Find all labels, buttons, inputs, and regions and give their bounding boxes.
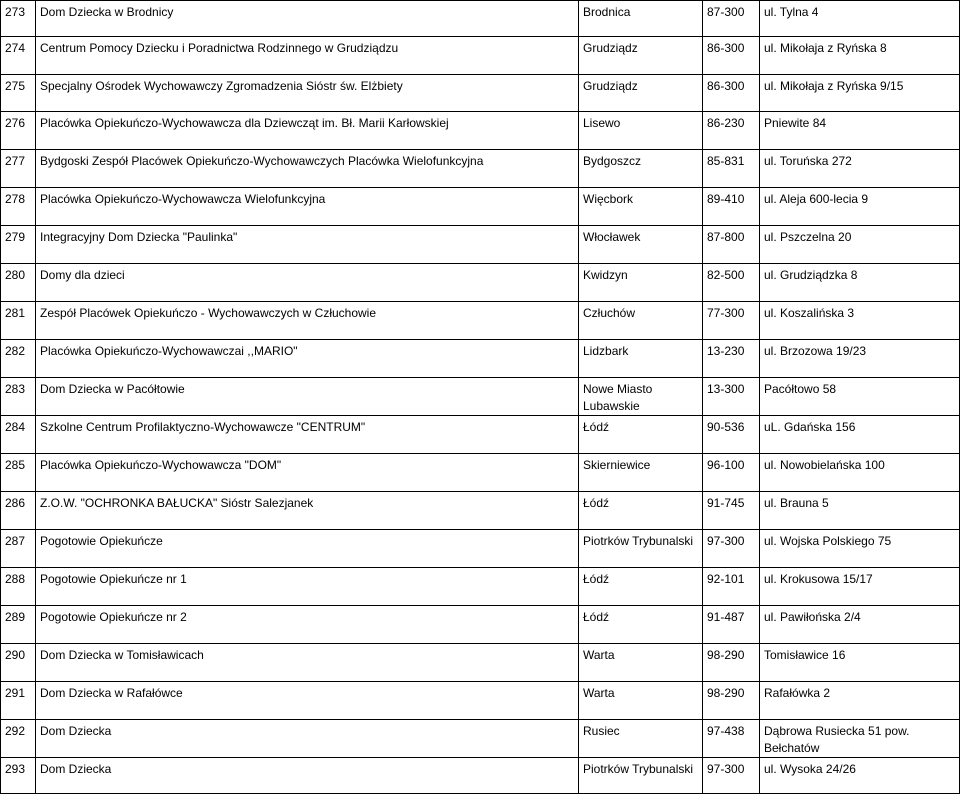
cell-number: 285 [1, 454, 36, 492]
table-row [1, 188, 960, 226]
cell-postal-code: 86-300 [703, 37, 760, 75]
cell-postal-code: 89-410 [703, 188, 760, 226]
table-row [1, 606, 960, 644]
cell-city: Łódź [579, 492, 703, 530]
table-row [1, 75, 960, 112]
cell-address: ul. Wojska Polskiego 75 [760, 530, 960, 568]
cell-city: Skierniewice [579, 454, 703, 492]
cell-institution-name: Integracyjny Dom Dziecka "Paulinka" [36, 226, 579, 264]
table-row [1, 530, 960, 568]
table-row [1, 454, 960, 492]
cell-postal-code: 98-290 [703, 682, 760, 720]
cell-institution-name: Pogotowie Opiekuńcze [36, 530, 579, 568]
cell-address: ul. Pawiłońska 2/4 [760, 606, 960, 644]
cell-institution-name: Dom Dziecka w Tomisławicach [36, 644, 579, 682]
cell-institution-name: Dom Dziecka w Pacółtowie [36, 378, 579, 416]
table-row [1, 644, 960, 682]
cell-number: 274 [1, 37, 36, 75]
table-row [1, 682, 960, 720]
cell-address: ul. Grudziądzka 8 [760, 264, 960, 302]
cell-city: Łódź [579, 606, 703, 644]
cell-postal-code: 91-487 [703, 606, 760, 644]
cell-postal-code: 13-230 [703, 340, 760, 378]
cell-number: 282 [1, 340, 36, 378]
cell-address: Tomisławice 16 [760, 644, 960, 682]
cell-city: Grudziądz [579, 37, 703, 75]
cell-address: Dąbrowa Rusiecka 51 pow. Bełchatów [760, 720, 960, 758]
cell-city: Warta [579, 682, 703, 720]
cell-number: 277 [1, 150, 36, 188]
cell-institution-name: Pogotowie Opiekuńcze nr 1 [36, 568, 579, 606]
cell-institution-name: Dom Dziecka w Brodnicy [36, 1, 579, 37]
cell-postal-code: 13-300 [703, 378, 760, 416]
cell-address: ul. Tylna 4 [760, 1, 960, 37]
cell-number: 288 [1, 568, 36, 606]
cell-number: 273 [1, 1, 36, 37]
cell-city: Piotrków Trybunalski [579, 530, 703, 568]
cell-address: ul. Brzozowa 19/23 [760, 340, 960, 378]
cell-number: 292 [1, 720, 36, 758]
cell-institution-name: Dom Dziecka w Rafałówce [36, 682, 579, 720]
cell-institution-name: Centrum Pomocy Dziecku i Poradnictwa Rodzinnego w Grudziądzu [36, 37, 579, 75]
cell-city: Bydgoszcz [579, 150, 703, 188]
cell-number: 275 [1, 75, 36, 112]
cell-city: Łódź [579, 416, 703, 454]
cell-postal-code: 91-745 [703, 492, 760, 530]
cell-postal-code: 82-500 [703, 264, 760, 302]
cell-postal-code: 85-831 [703, 150, 760, 188]
cell-number: 276 [1, 112, 36, 150]
cell-number: 289 [1, 606, 36, 644]
cell-institution-name: Placówka Opiekuńczo-Wychowawcza "DOM" [36, 454, 579, 492]
table-row [1, 416, 960, 454]
cell-postal-code: 97-300 [703, 530, 760, 568]
cell-address: ul. Mikołaja z Ryńska 8 [760, 37, 960, 75]
cell-address: ul. Aleja 600-lecia 9 [760, 188, 960, 226]
cell-number: 287 [1, 530, 36, 568]
table-row [1, 758, 960, 794]
cell-city: Człuchów [579, 302, 703, 340]
cell-city: Łódź [579, 568, 703, 606]
cell-address: ul. Wysoka 24/26 [760, 758, 960, 794]
cell-address: ul. Brauna 5 [760, 492, 960, 530]
cell-institution-name: Dom Dziecka [36, 720, 579, 758]
cell-address: Pniewite 84 [760, 112, 960, 150]
cell-city: Rusiec [579, 720, 703, 758]
cell-institution-name: Z.O.W. "OCHRONKA BAŁUCKA" Sióstr Salezjanek [36, 492, 579, 530]
table-row [1, 1, 960, 37]
cell-city: Lidzbark [579, 340, 703, 378]
cell-city: Grudziądz [579, 75, 703, 112]
cell-city: Brodnica [579, 1, 703, 37]
table-row [1, 150, 960, 188]
cell-city: Nowe Miasto Lubawskie [579, 378, 703, 416]
cell-address: ul. Pszczelna 20 [760, 226, 960, 264]
cell-postal-code: 77-300 [703, 302, 760, 340]
cell-address: ul. Krokusowa 15/17 [760, 568, 960, 606]
cell-address: Rafałówka 2 [760, 682, 960, 720]
cell-institution-name: Placówka Opiekuńczo-Wychowawcza dla Dziewcząt im. Bł. Marii Karłowskiej [36, 112, 579, 150]
cell-postal-code: 86-300 [703, 75, 760, 112]
cell-address: ul. Nowobielańska 100 [760, 454, 960, 492]
cell-postal-code: 96-100 [703, 454, 760, 492]
cell-institution-name: Placówka Opiekuńczo-Wychowawczai ,,MARIO" [36, 340, 579, 378]
cell-postal-code: 98-290 [703, 644, 760, 682]
table-row [1, 568, 960, 606]
table-body [1, 1, 960, 794]
cell-institution-name: Pogotowie Opiekuńcze nr 2 [36, 606, 579, 644]
cell-address: ul. Mikołaja z Ryńska 9/15 [760, 75, 960, 112]
cell-postal-code: 97-438 [703, 720, 760, 758]
cell-institution-name: Zespół Placówek Opiekuńczo - Wychowawczych w Człuchowie [36, 302, 579, 340]
cell-institution-name: Domy dla dzieci [36, 264, 579, 302]
table-row [1, 264, 960, 302]
table-row [1, 492, 960, 530]
cell-institution-name: Specjalny Ośrodek Wychowawczy Zgromadzenia Sióstr św. Elżbiety [36, 75, 579, 112]
cell-address: Pacółtowo 58 [760, 378, 960, 416]
table-row [1, 378, 960, 416]
cell-number: 281 [1, 302, 36, 340]
cell-city: Włocławek [579, 226, 703, 264]
cell-number: 284 [1, 416, 36, 454]
cell-postal-code: 87-800 [703, 226, 760, 264]
cell-postal-code: 86-230 [703, 112, 760, 150]
cell-city: Warta [579, 644, 703, 682]
cell-number: 286 [1, 492, 36, 530]
cell-postal-code: 97-300 [703, 758, 760, 794]
cell-number: 280 [1, 264, 36, 302]
cell-postal-code: 92-101 [703, 568, 760, 606]
cell-postal-code: 87-300 [703, 1, 760, 37]
table-row [1, 302, 960, 340]
cell-number: 291 [1, 682, 36, 720]
cell-number: 278 [1, 188, 36, 226]
cell-institution-name: Placówka Opiekuńczo-Wychowawcza Wielofunkcyjna [36, 188, 579, 226]
cell-institution-name: Szkolne Centrum Profilaktyczno-Wychowawcze "CENTRUM" [36, 416, 579, 454]
cell-city: Lisewo [579, 112, 703, 150]
table-row [1, 720, 960, 758]
table-row [1, 226, 960, 264]
table-row [1, 112, 960, 150]
table-row [1, 340, 960, 378]
cell-city: Piotrków Trybunalski [579, 758, 703, 794]
cell-institution-name: Bydgoski Zespół Placówek Opiekuńczo-Wychowawczych Placówka Wielofunkcyjna [36, 150, 579, 188]
cell-city: Więcbork [579, 188, 703, 226]
cell-institution-name: Dom Dziecka [36, 758, 579, 794]
cell-address: ul. Toruńska 272 [760, 150, 960, 188]
table-row [1, 37, 960, 75]
cell-city: Kwidzyn [579, 264, 703, 302]
cell-postal-code: 90-536 [703, 416, 760, 454]
cell-address: ul. Koszalińska 3 [760, 302, 960, 340]
cell-number: 283 [1, 378, 36, 416]
cell-number: 279 [1, 226, 36, 264]
cell-number: 293 [1, 758, 36, 794]
cell-number: 290 [1, 644, 36, 682]
cell-address: uL. Gdańska 156 [760, 416, 960, 454]
